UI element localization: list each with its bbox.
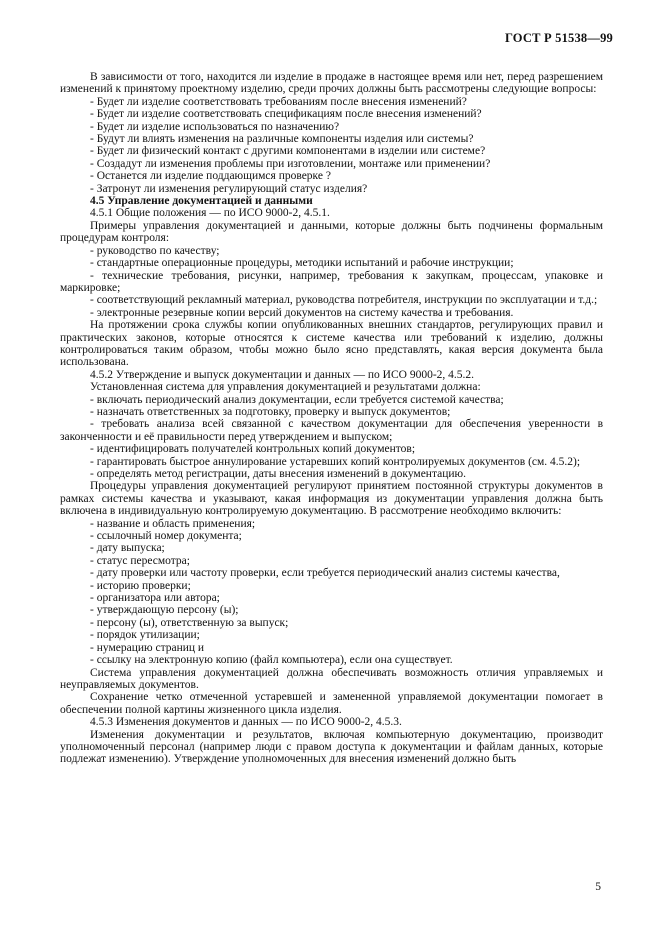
page-number: 5 [595,881,601,893]
paragraph: Система управления документацией должна обеспечивать возможность отличия управляемых и неуправляемых документов. [60,666,603,691]
list-item: - определять метод регистрации, даты внесения изменений в документацию. [90,468,467,480]
paragraph: Процедуры управления документацией регулируют принятием постоянной структуры документов в рамках системы качества и указывают, какая информация из документации управления должна быть включена в индивидуальную контролируемую документацию. В рассмотрение необходимо включить: [60,480,603,518]
list-item: - руководство по качеству; [90,244,220,257]
list-item: - требовать анализа всей связанной с качеством документации для обеспечения уверенности в законченности и её правильности перед утверждением и выпуском; [60,418,603,443]
list-item: - соответствующий рекламный материал, руководства потребителя, инструкции по эксплуатации и т.д.; [90,294,598,307]
list-item: - Останется ли изделие поддающимся проверке ? [90,170,331,183]
list-item: - историю проверки; [90,579,191,592]
list-item: - технические требования, рисунки, например, требования к закупкам, процессам, упаковке и маркировке; [60,269,603,294]
list-item: - ссылочный номер документа; [90,530,242,543]
list-item: - дату выпуска; [90,542,165,555]
list-item: - электронные резервные копии версий документов на систему качества и требования. [90,306,514,319]
list-item: - идентифицировать получателей контрольных копий документов; [90,443,416,456]
paragraph: Изменения документации и результатов, включая компьютерную документацию, производит уполномоченный персонал (например люди с правом доступа к документации и файлам данных, которые подлежат изменению). Утверждение уполномоченных для внесения изменений должно быть [60,728,603,766]
list-item: - Будет ли изделие использоваться по назначению? [90,120,340,133]
list-item: - нумерацию страниц и [90,641,205,654]
list-item: - организатора или автора; [90,592,220,605]
list-item: - название и область применения; [90,517,256,530]
list-item: - назначать ответственных за подготовку, проверку и выпуск документов; [90,405,451,418]
document-body [60,71,603,766]
list-item: - персону (ы), ответственную за выпуск; [90,616,289,629]
subsection-heading: 4.5.2 Утверждение и выпуск документации и данных — по ИСО 9000-2, 4.5.2. [90,368,475,381]
list-item: - Будет ли физический контакт с другими компонентами в изделии или системе? [90,145,486,158]
paragraph: Примеры управления документацией и данными, которые должны быть подчинены формальным процедурам контроля: [60,219,603,245]
list-item: - Будет ли изделие соответствовать спецификациям после внесения изменений? [90,108,482,121]
list-item: - статус пересмотра; [90,554,190,567]
list-item: - Затронут ли изменения регулирующий статус изделия? [90,182,368,195]
paragraph: Сохранение четко отмеченной устаревшей и замененной управляемой документации помогает в обеспечении полной картины жизненного цикла изделия. [60,691,603,716]
paragraph: Установленная система для управления документацией и результатами должна: [90,381,481,394]
subsection-heading: 4.5.1 Общие положения — по ИСО 9000-2, 4.5.1. [90,207,330,220]
list-item: - Будут ли влиять изменения на различные компоненты изделия или системы? [90,133,474,146]
list-item: - Будет ли изделие соответствовать требованиям после внесения изменений? [90,95,467,108]
list-item: - ссылку на электронную копию (файл компьютера), если она существует. [90,654,453,667]
list-item: - дату проверки или частоту проверки, если требуется периодический анализ системы качества, [90,567,560,580]
subsection-heading: 4.5.3 Изменения документов и данных — по ИСО 9000-2, 4.5.3. [90,716,402,729]
standard-header: ГОСТ Р 51538—99 [504,31,613,45]
section-heading: 4.5 Управление документацией и данными [90,195,313,208]
list-item: - гарантировать быстрое аннулирование устаревших копий контролируемых документов (см. 4.5.2); [90,455,581,468]
list-item: - стандартные операционные процедуры, методики испытаний и рабочие инструкции; [90,257,514,270]
list-item: - утверждающую персону (ы); [90,604,239,617]
list-item: - порядок утилизации; [90,629,200,642]
paragraph: В зависимости от того, находится ли изделие в продаже в настоящее время или нет, перед разрешением изменений к принятому проектному изделию, среди прочих должны быть рассмотрены следующие вопросы: [60,71,603,96]
paragraph: На протяжении срока службы копии опубликованных внешних стандартов, регулирующих правил и практических законов, которые относятся к системе качества или требований к изделию, должны контролироваться таким образом, чтобы можно было ясно представлять, какая версия документа была использована. [60,319,603,369]
list-item: - включать периодический анализ документации, если требуется системой качества; [90,393,504,406]
list-item: - Создадут ли изменения проблемы при изготовлении, монтаже или применении? [90,157,491,170]
